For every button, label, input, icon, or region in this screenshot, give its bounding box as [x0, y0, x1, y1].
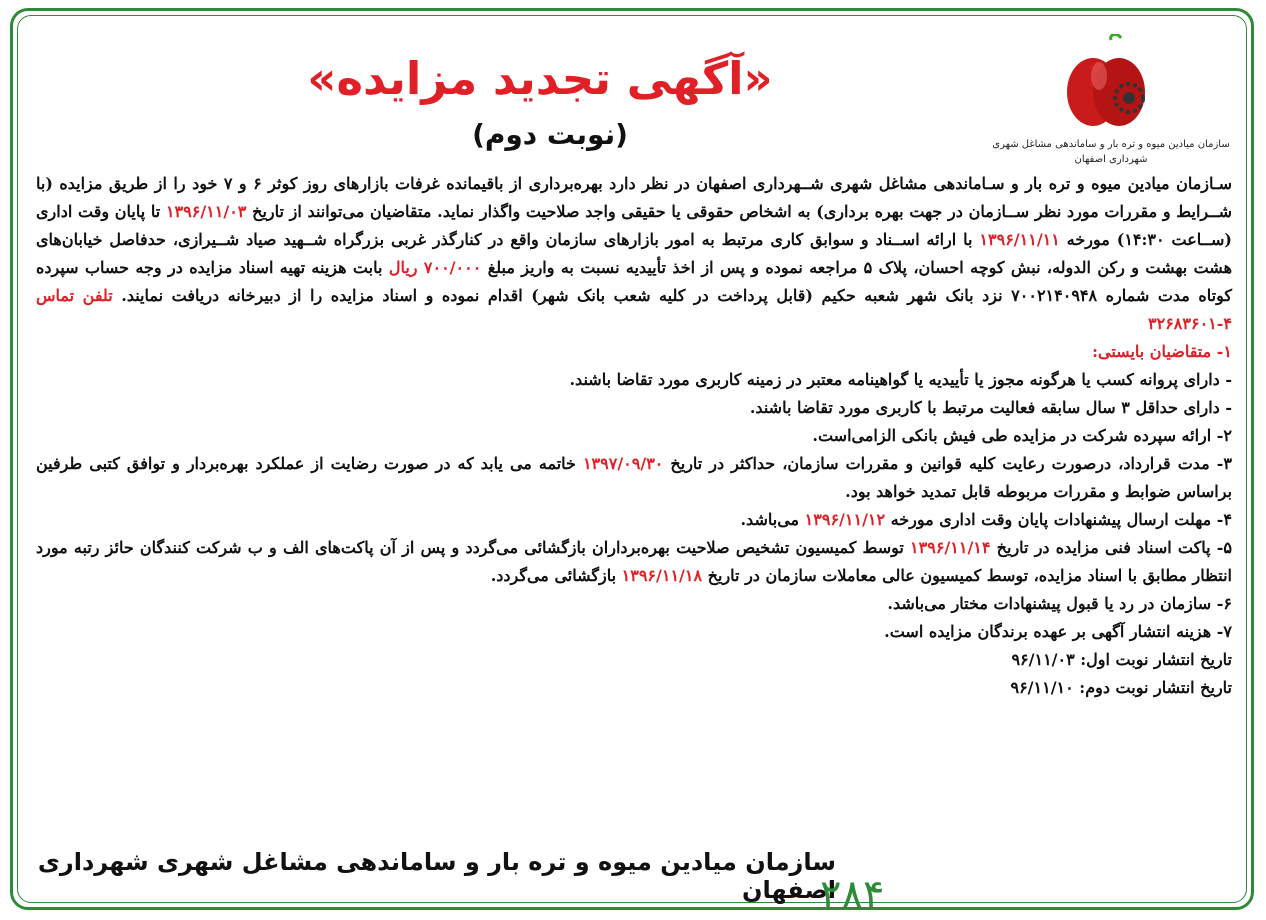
intro-text-5: نزد بانک شهر شعبه حکیم (قابل پرداخت در کلیه شعب بانک شهر) اقدام نموده و اسناد مزایده را از دبیرخانه دریافت نمایند. — [121, 286, 1003, 305]
item-3-text-b: خاتمه می یابد که در صورت رضایت از عملکرد بهره‌بردار و توافق کتبی طرفین براساس ضوابط و مقررات مربوطه قابل تمدید خواهد بود. — [36, 454, 1232, 501]
end-date: ۱۳۹۶/۱۱/۱۱ — [979, 230, 1060, 249]
item-5-text-c: بازگشائی می‌گردد. — [490, 566, 617, 585]
org-caption — [986, 137, 1236, 167]
proposal-deadline: ۱۳۹۶/۱۱/۱۲ — [804, 510, 886, 529]
technical-opening-date: ۱۳۹۶/۱۱/۱۴ — [910, 538, 991, 557]
intro-text-2: تا پایان وقت اداری (ســاعت ۱۴:۳۰) مورخه — [36, 202, 1233, 249]
item-1-heading: ۱- متقاضیان بایستی: — [1092, 342, 1232, 361]
item-1-bullet-1: - دارای پروانه کسب یا هرگونه مجوز یا تأییدیه یا گواهینامه معتبر در زمینه کاربری مورد تقاضا باشند. — [569, 370, 1232, 389]
account-number: ۷۰۰۲۱۴۰۹۴۸ — [1011, 286, 1098, 305]
item-7: ۷- هزینه انتشار آگهی بر عهده برندگان مزایده است. — [884, 622, 1232, 641]
notice-body — [36, 170, 1232, 702]
start-date: ۱۳۹۶/۱۱/۰۳ — [165, 202, 247, 221]
item-6: ۶- سازمان در رد یا قبول پیشنهادات مختار می‌باشد. — [887, 594, 1232, 613]
fee-amount: ۷۰۰/۰۰۰ ریال — [388, 258, 482, 277]
intro-text-4: بابت هزینه تهیه اسناد مزایده در وجه حساب سپرده کوتاه مدت شماره — [36, 258, 1233, 305]
item-3-text-a: ۳- مدت قرارداد، درصورت رعایت کلیه قوانین و مقررات سازمان، حداکثر در تاریخ — [670, 454, 1232, 473]
item-2: ۲- ارائه سپرده شرکت در مزایده طی فیش بانکی الزامی‌است. — [812, 426, 1232, 445]
org-caption-line1: سازمان میادین میوه و تره بار و ساماندهی مشاغل شهری — [992, 139, 1230, 150]
item-5 — [36, 534, 1232, 590]
item-5-text-a: ۵- پاکت اسناد فنی مزایده در تاریخ — [996, 538, 1232, 557]
second-publication-date: تاریخ انتشار نوبت دوم: ۹۶/۱۱/۱۰ — [1010, 678, 1232, 697]
intro-paragraph — [36, 170, 1232, 338]
handwritten-number: ۲۸۴ — [820, 872, 885, 918]
org-caption-line2: شهرداری اصفهان — [1074, 154, 1148, 165]
contact-phone: تلفن تماس ۴-۳۲۶۸۳۶۰۱ — [36, 286, 1232, 333]
intro-text-3: با ارائه اســناد و سوابق کاری مرتبط به امور بازارهای سازمان واقع در کنارگذر غربی بزرگراه شــهید صیاد شــیرازی، حدفاصل خیابان‌های هشت بهشت و رکن الدوله، نبش کوچه احسان، پلاک ۵ مراجعه نموده و پس از اخذ تأییدیه نسبت به واریز مبلغ — [36, 230, 1233, 277]
intro-text-1: سـازمان میادین میوه و تره بار و سـاماندهی مشاغل شهری شــهرداری اصفهان در نظر دارد بهره‌برداری از باقیمانده غرفات بازارهای روز کوثر ۶ و ۷ خود را از طریق مزایده (با شــرایط و مقررات مورد نظر ســازمان در جهت بهره برداری) به اشخاص حقوقی یا حقیقی واجد صلاحیت واگذار نماید. متقاضیان می‌توانند از تاریخ — [36, 174, 1232, 221]
item-5-text-b: توسط کمیسیون تشخیص صلاحیت بهره‌برداران بازگشائی می‌گردد و پس از آن پاکت‌های الف و ب شرکت کنندگان حائز رتبه مورد انتظار مطابق با اسناد مزایده، توسط کمیسیون عالی معاملات سازمان در تاریخ — [36, 538, 1232, 585]
item-4 — [36, 506, 1232, 534]
page-title: «آگهی تجدید مزایده» — [307, 52, 773, 105]
item-4-text-a: ۴- مهلت ارسال پیشنهادات پایان وقت اداری مورخه — [890, 510, 1232, 529]
item-4-text-b: می‌باشد. — [740, 510, 800, 529]
item-1-bullet-2: - دارای حداقل ۳ سال سابقه فعالیت مرتبط با کاربری مورد تقاضا باشند. — [749, 398, 1232, 417]
footer-organization: سازمان میادین میوه و تره بار و ساماندهی مشاغل شهری شهرداری اصفهان — [37, 848, 836, 904]
apple-gear-logo-icon — [1051, 34, 1171, 134]
financial-opening-date: ۱۳۹۶/۱۱/۱۸ — [621, 566, 703, 585]
page-subtitle: (نوبت دوم) — [472, 118, 628, 151]
item-3 — [36, 450, 1232, 506]
first-publication-date: تاریخ انتشار نوبت اول: ۹۶/۱۱/۰۳ — [1011, 650, 1232, 669]
contract-end-date: ۱۳۹۷/۰۹/۳۰ — [582, 454, 664, 473]
